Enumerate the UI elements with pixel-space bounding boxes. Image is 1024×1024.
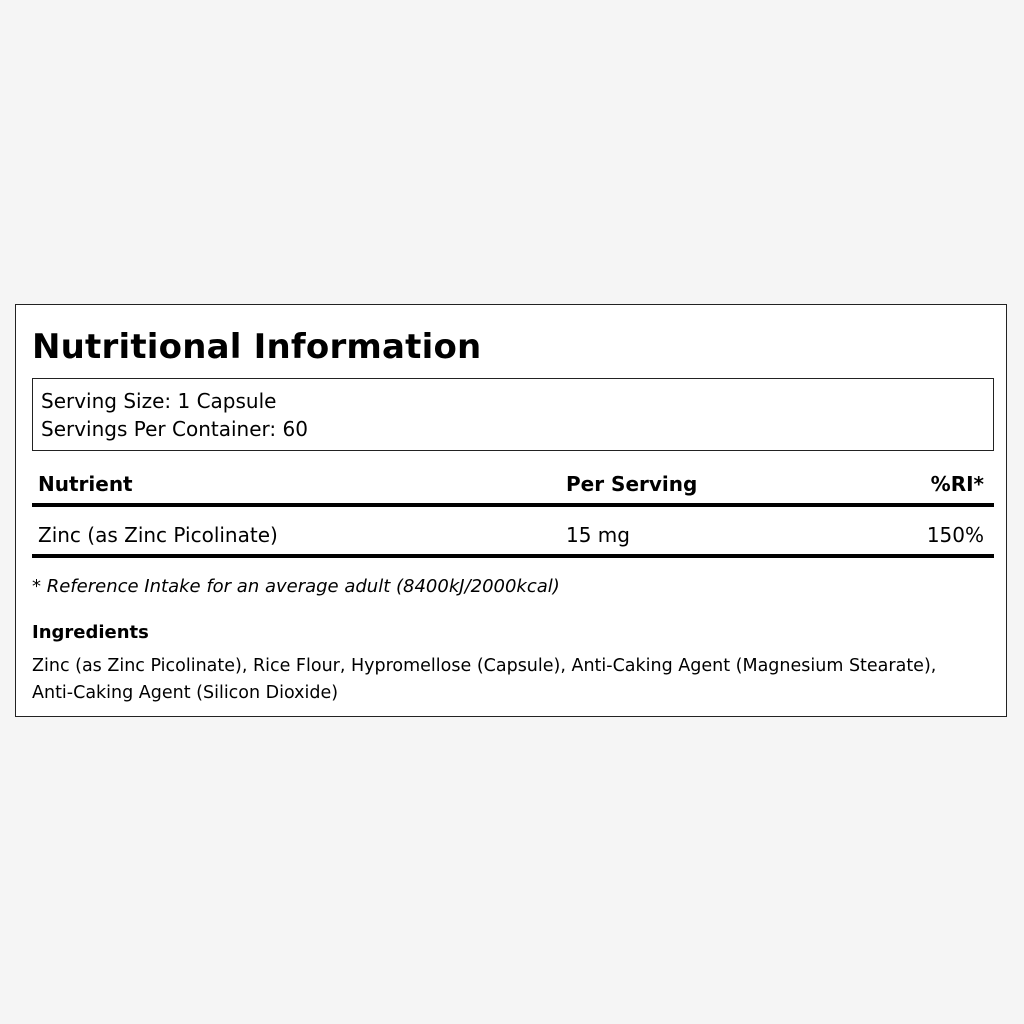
row-ri-value: 150% (926, 523, 984, 547)
header-nutrient: Nutrient (38, 472, 133, 496)
reference-intake-footnote: * Reference Intake for an average adult (8400kJ/2000kcal) (32, 576, 560, 597)
nutrition-panel (15, 304, 1007, 717)
row-nutrient-name: Zinc (as Zinc Picolinate) (38, 523, 278, 547)
header-ri: %RI* (930, 472, 984, 496)
servings-per-container: Servings Per Container: 60 (41, 417, 308, 441)
header-per-serving: Per Serving (566, 472, 698, 496)
page-title: Nutritional Information (32, 327, 482, 367)
ingredients-text: Zinc (as Zinc Picolinate), Rice Flour, Hypromellose (Capsule), Anti-Caking Agent (Magnesium Stearate), Anti-Caking Agent (Silicon Dioxide) (32, 656, 937, 703)
header-divider (32, 503, 994, 507)
serving-size: Serving Size: 1 Capsule (41, 389, 277, 413)
row-per-serving-value: 15 mg (566, 523, 630, 547)
serving-info-box (32, 378, 994, 451)
table-bottom-divider (32, 554, 994, 558)
ingredients-heading: Ingredients (32, 622, 149, 643)
